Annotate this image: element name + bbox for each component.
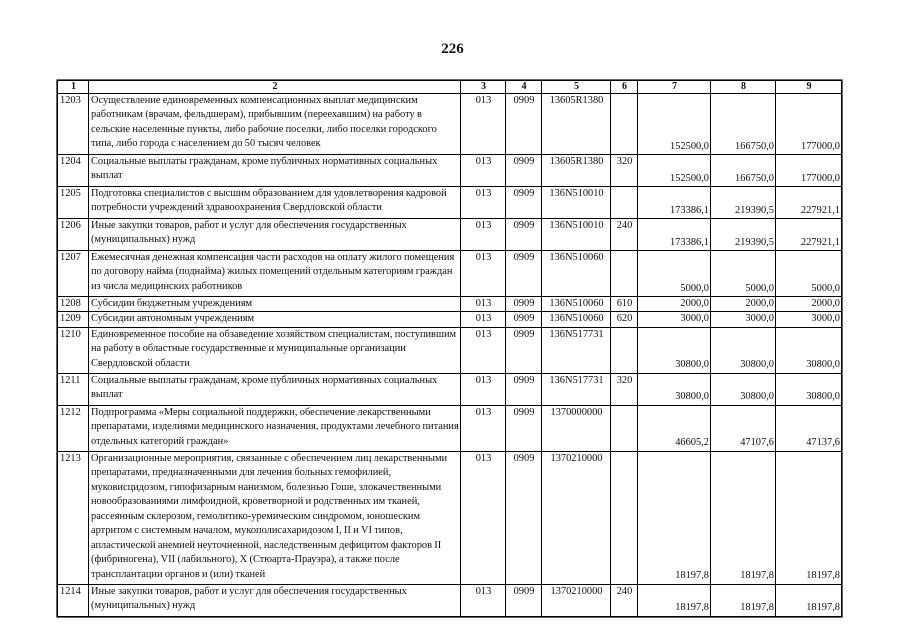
row-number: 1213 bbox=[58, 451, 89, 584]
description: Единовременное пособие на обзаведение хозяйством специалистам, поступившим на работу в областные государственные и муниципальные организации Свердловской области bbox=[89, 327, 461, 373]
description: Социальные выплаты гражданам, кроме публичных нормативных социальных выплат bbox=[89, 373, 461, 405]
amount-col9: 3000,0 bbox=[776, 312, 842, 327]
code-col3: 013 bbox=[461, 219, 506, 251]
code-col3: 013 bbox=[461, 297, 506, 312]
row-1212 bbox=[58, 405, 842, 451]
code-col4: 0909 bbox=[506, 405, 542, 451]
code-col6 bbox=[611, 327, 638, 373]
amount-col7: 18197,8 bbox=[638, 451, 711, 584]
code-col5: 136N510010 bbox=[542, 219, 611, 251]
header-col-3: 3 bbox=[461, 81, 506, 94]
code-col4: 0909 bbox=[506, 312, 542, 327]
code-col5: 136N517731 bbox=[542, 373, 611, 405]
header-col-7: 7 bbox=[638, 81, 711, 94]
code-col3: 013 bbox=[461, 451, 506, 584]
code-col5: 136N510060 bbox=[542, 312, 611, 327]
amount-col8: 5000,0 bbox=[711, 251, 776, 297]
code-col6 bbox=[611, 187, 638, 219]
code-col4: 0909 bbox=[506, 451, 542, 584]
amount-col8: 30800,0 bbox=[711, 373, 776, 405]
code-col6: 610 bbox=[611, 297, 638, 312]
code-col4: 0909 bbox=[506, 187, 542, 219]
code-col4: 0909 bbox=[506, 155, 542, 187]
code-col6: 240 bbox=[611, 584, 638, 616]
amount-col8: 18197,8 bbox=[711, 584, 776, 616]
code-col4: 0909 bbox=[506, 94, 542, 155]
code-col6: 320 bbox=[611, 155, 638, 187]
code-col4: 0909 bbox=[506, 327, 542, 373]
header-row bbox=[58, 81, 842, 94]
code-col6: 320 bbox=[611, 373, 638, 405]
row-number: 1206 bbox=[58, 219, 89, 251]
row-1205 bbox=[58, 187, 842, 219]
code-col3: 013 bbox=[461, 312, 506, 327]
row-number: 1209 bbox=[58, 312, 89, 327]
code-col5: 136N510060 bbox=[542, 251, 611, 297]
amount-col8: 47107,6 bbox=[711, 405, 776, 451]
amount-col8: 166750,0 bbox=[711, 94, 776, 155]
description: Ежемесячная денежная компенсация части расходов на оплату жилого помещения по договору найма (поднайма) жилых помещений отдельным категориям граждан из числа медицинских работников bbox=[89, 251, 461, 297]
row-number: 1210 bbox=[58, 327, 89, 373]
code-col6: 620 bbox=[611, 312, 638, 327]
amount-col9: 47137,6 bbox=[776, 405, 842, 451]
header-col-6: 6 bbox=[611, 81, 638, 94]
code-col3: 013 bbox=[461, 327, 506, 373]
description: Иные закупки товаров, работ и услуг для обеспечения государственных (муниципальных) нужд bbox=[89, 219, 461, 251]
row-1211 bbox=[58, 373, 842, 405]
code-col4: 0909 bbox=[506, 297, 542, 312]
description: Социальные выплаты гражданам, кроме публичных нормативных социальных выплат bbox=[89, 155, 461, 187]
code-col4: 0909 bbox=[506, 219, 542, 251]
row-number: 1211 bbox=[58, 373, 89, 405]
code-col5: 136N517731 bbox=[542, 327, 611, 373]
row-number: 1203 bbox=[58, 94, 89, 155]
row-number: 1212 bbox=[58, 405, 89, 451]
amount-col9: 30800,0 bbox=[776, 327, 842, 373]
code-col5: 13605R1380 bbox=[542, 94, 611, 155]
header-col-9: 9 bbox=[776, 81, 842, 94]
code-col4: 0909 bbox=[506, 373, 542, 405]
code-col3: 013 bbox=[461, 94, 506, 155]
code-col6 bbox=[611, 94, 638, 155]
amount-col7: 173386,1 bbox=[638, 187, 711, 219]
code-col3: 013 bbox=[461, 405, 506, 451]
code-col3: 013 bbox=[461, 584, 506, 616]
row-1210 bbox=[58, 327, 842, 373]
code-col6 bbox=[611, 251, 638, 297]
row-1208 bbox=[58, 297, 842, 312]
amount-col9: 177000,0 bbox=[776, 155, 842, 187]
code-col5: 13605R1380 bbox=[542, 155, 611, 187]
code-col6: 240 bbox=[611, 219, 638, 251]
row-number: 1205 bbox=[58, 187, 89, 219]
code-col5: 1370000000 bbox=[542, 405, 611, 451]
code-col3: 013 bbox=[461, 251, 506, 297]
amount-col7: 30800,0 bbox=[638, 327, 711, 373]
amount-col7: 5000,0 bbox=[638, 251, 711, 297]
description: Субсидии автономным учреждениям bbox=[89, 312, 461, 327]
row-1203 bbox=[58, 94, 842, 155]
code-col3: 013 bbox=[461, 187, 506, 219]
amount-col7: 30800,0 bbox=[638, 373, 711, 405]
code-col5: 136N510060 bbox=[542, 297, 611, 312]
budget-table bbox=[57, 80, 842, 617]
row-number: 1214 bbox=[58, 584, 89, 616]
amount-col9: 227921,1 bbox=[776, 187, 842, 219]
row-number: 1208 bbox=[58, 297, 89, 312]
code-col4: 0909 bbox=[506, 251, 542, 297]
row-1207 bbox=[58, 251, 842, 297]
row-1206 bbox=[58, 219, 842, 251]
amount-col7: 46605,2 bbox=[638, 405, 711, 451]
amount-col9: 5000,0 bbox=[776, 251, 842, 297]
amount-col8: 2000,0 bbox=[711, 297, 776, 312]
amount-col8: 18197,8 bbox=[711, 451, 776, 584]
row-1209 bbox=[58, 312, 842, 327]
code-col3: 013 bbox=[461, 155, 506, 187]
amount-col9: 227921,1 bbox=[776, 219, 842, 251]
code-col3: 013 bbox=[461, 373, 506, 405]
amount-col9: 2000,0 bbox=[776, 297, 842, 312]
row-number: 1204 bbox=[58, 155, 89, 187]
description: Подпрограмма «Меры социальной поддержки, обеспечение лекарственными препаратами, изделиями медицинского назначения, продуктами лечебного питания отдельных категорий граждан» bbox=[89, 405, 461, 451]
code-col5: 136N510010 bbox=[542, 187, 611, 219]
code-col5: 1370210000 bbox=[542, 584, 611, 616]
code-col5: 1370210000 bbox=[542, 451, 611, 584]
header-col-4: 4 bbox=[506, 81, 542, 94]
code-col6 bbox=[611, 405, 638, 451]
amount-col9: 30800,0 bbox=[776, 373, 842, 405]
header-col-5: 5 bbox=[542, 81, 611, 94]
amount-col9: 18197,8 bbox=[776, 584, 842, 616]
description: Иные закупки товаров, работ и услуг для обеспечения государственных (муниципальных) нужд bbox=[89, 584, 461, 616]
code-col6 bbox=[611, 451, 638, 584]
amount-col7: 173386,1 bbox=[638, 219, 711, 251]
amount-col8: 166750,0 bbox=[711, 155, 776, 187]
description: Субсидии бюджетным учреждениям bbox=[89, 297, 461, 312]
amount-col7: 3000,0 bbox=[638, 312, 711, 327]
amount-col9: 177000,0 bbox=[776, 94, 842, 155]
amount-col8: 3000,0 bbox=[711, 312, 776, 327]
row-1204 bbox=[58, 155, 842, 187]
amount-col7: 152500,0 bbox=[638, 155, 711, 187]
description: Осуществление единовременных компенсационных выплат медицинским работникам (врачам, фельдшерам), прибывшим (переехавшим) на работу в сельские населенные пункты, либо рабочие поселки, либо поселки городского типа, либо города с населением до 50 тысяч человек bbox=[89, 94, 461, 155]
header-col-2: 2 bbox=[89, 81, 461, 94]
amount-col8: 219390,5 bbox=[711, 219, 776, 251]
amount-col8: 219390,5 bbox=[711, 187, 776, 219]
header-col-8: 8 bbox=[711, 81, 776, 94]
row-1213 bbox=[58, 451, 842, 584]
row-number: 1207 bbox=[58, 251, 89, 297]
row-1214 bbox=[58, 584, 842, 616]
amount-col8: 30800,0 bbox=[711, 327, 776, 373]
amount-col9: 18197,8 bbox=[776, 451, 842, 584]
amount-col7: 18197,8 bbox=[638, 584, 711, 616]
description: Подготовка специалистов с высшим образованием для удовлетворения кадровой потребности учреждений здравоохранения Свердловской области bbox=[89, 187, 461, 219]
amount-col7: 2000,0 bbox=[638, 297, 711, 312]
amount-col7: 152500,0 bbox=[638, 94, 711, 155]
description: Организационные мероприятия, связанные с обеспечением лиц лекарственными препаратами, предназначенными для лечения больных гемофилией, муковисцидозом, гипофизарным нанизмом, болезнью Гоше, злокачественными новообразованиями лимфоидной, кроветворной и родственных им тканей, рассеянным склерозом, гемолитико-уремическим синдромом, юношеским артритом с системным началом, мукополисахаридозом I, II и VI типов, апластической анемией неуточненной, наследственным дефицитом факторов II (фибриногена), VII (лабильного), X (Стюарта-Прауэра), а также после трансплантации органов и (или) тканей bbox=[89, 451, 461, 584]
header-col-1: 1 bbox=[58, 81, 89, 94]
code-col4: 0909 bbox=[506, 584, 542, 616]
page-number: 226 bbox=[441, 41, 464, 57]
